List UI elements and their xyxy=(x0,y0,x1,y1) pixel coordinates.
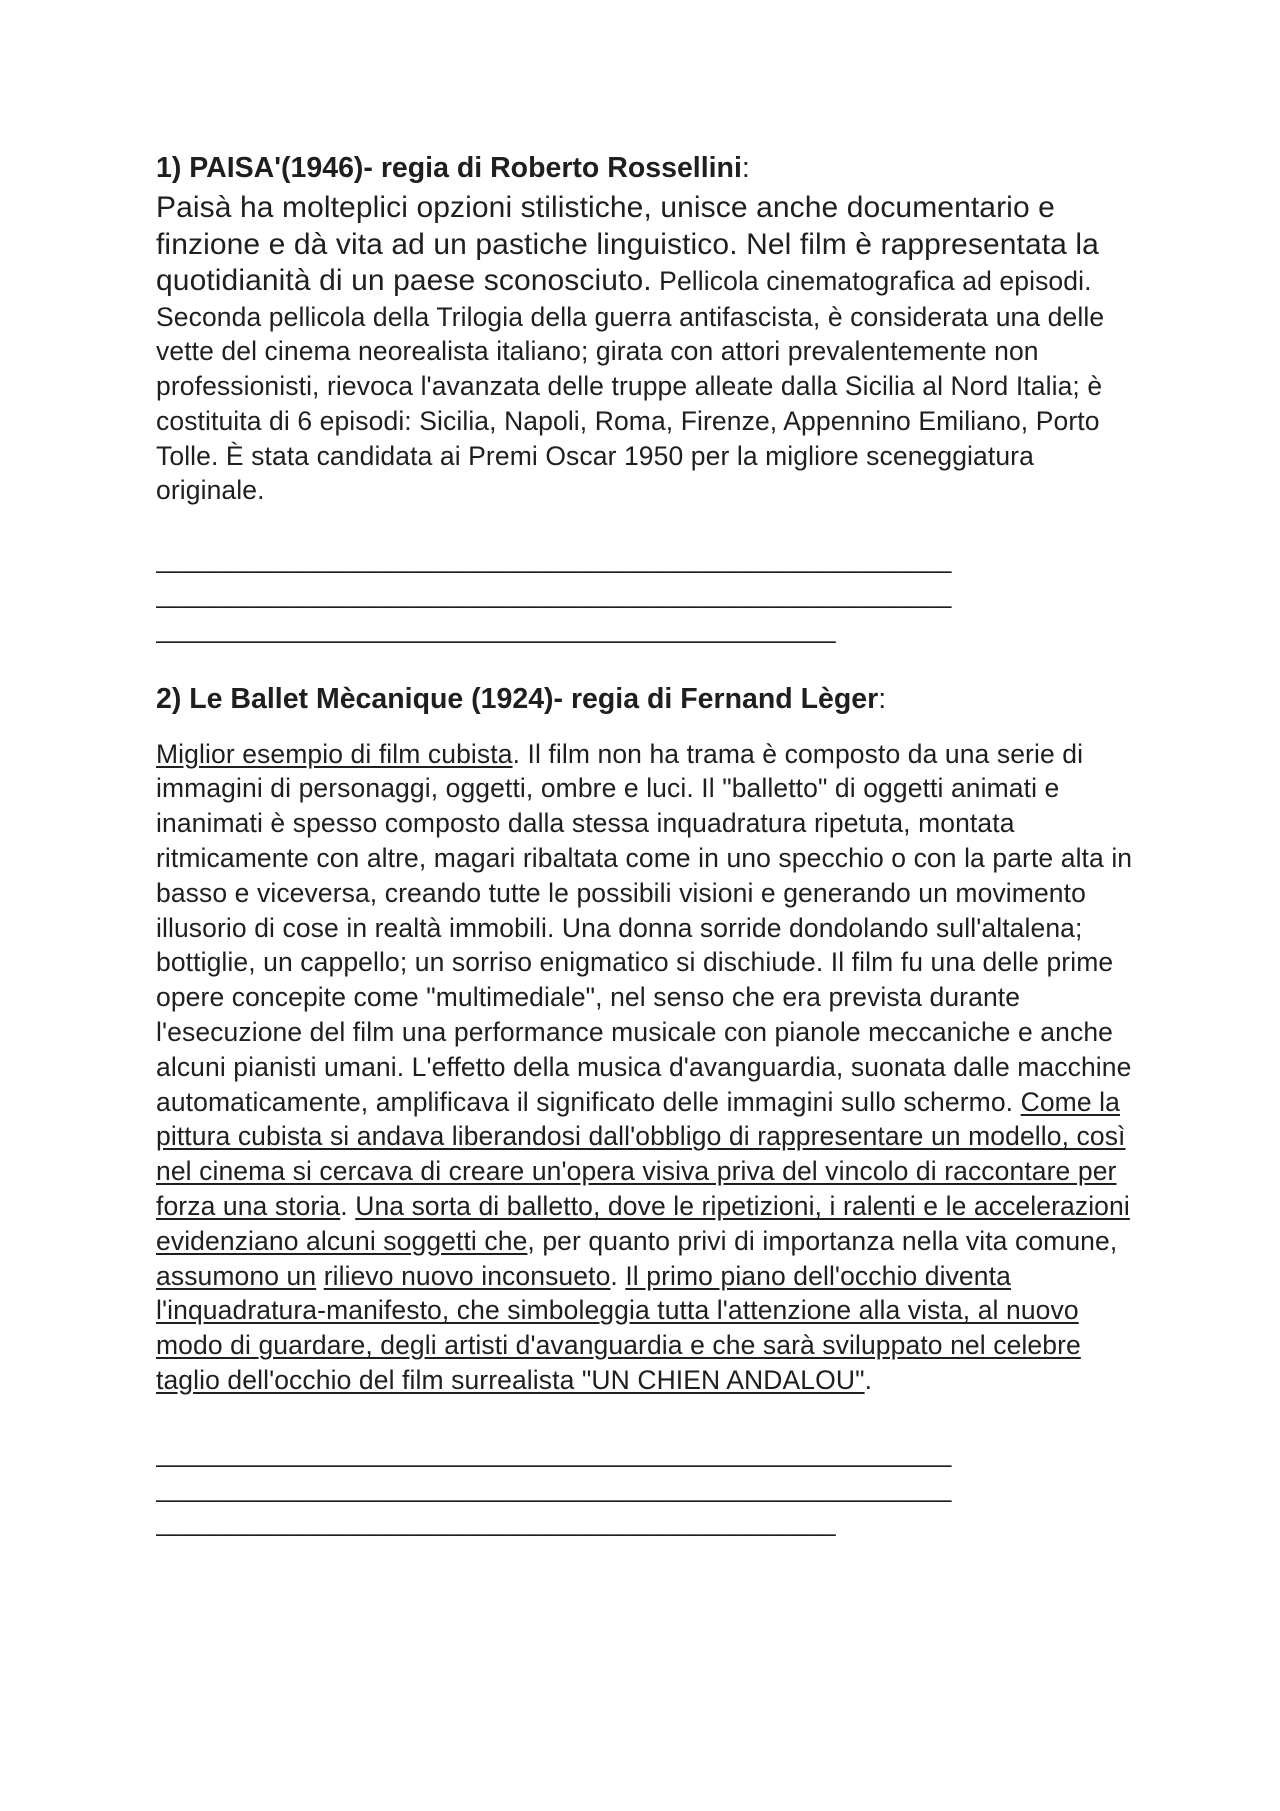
underlined-phrase: rilievo nuovo inconsueto xyxy=(323,1260,611,1291)
paragraph-text xyxy=(316,1261,323,1291)
answer-line: _______________________________________________ xyxy=(156,613,836,644)
paragraph-text: . xyxy=(340,1191,356,1222)
document-content xyxy=(156,150,1136,1540)
paragraph-text: . xyxy=(610,1260,626,1291)
section1-answer-lines xyxy=(156,542,1136,646)
paragraph-text: , per quanto privi di importanza nella vita comune, xyxy=(527,1225,1118,1256)
underlined-phrase: Miglior esempio di film cubista xyxy=(156,738,513,769)
section1-title-colon: : xyxy=(741,152,750,184)
section2-title: 2) Le Ballet Mècanique (1924)- regia di Fernand Lèger xyxy=(156,682,879,715)
section2-heading xyxy=(156,681,1136,717)
section1-lead-text: Paisà ha molteplici opzioni stilistiche, unisce anche documentario e finzione e dà vita ad un pastiche linguistico. Nel film è rappresentata la quotidianità di un paese sconosciuto. xyxy=(156,191,1099,297)
section1-body-text: Pellicola cinematografica ad episodi. Seconda pellicola della Trilogia della guerra antifascista, è considerata una delle vette del cinema neorealista italiano; girata con attori prevalentemente non professionisti, rievoca l'avanzata delle truppe alleate dalla Sicilia al Nord Italia; è costituita di 6 episodi: Sicilia, Napoli, Roma, Firenze, Appennino Emiliano, Porto Tolle. È stata candidata ai Premi Oscar 1950 per la migliore sceneggiatura originale. xyxy=(156,266,1105,506)
paragraph-text: . Il film non ha trama è composto da una serie di immagini di personaggi, oggetti, ombre e luci. Il "balletto" di oggetti animati e inanimati è spesso composto dalla stessa inquadratura ripetuta, montata ritmicamente con altre, magari ribaltata come in uno specchio o con la parte alta in basso e viceversa, creando tutte le possibili visioni e generando un movimento illusorio di cose in realtà immobili. Una donna sorride dondolando sull'altalena; bottiglie, un cappello; un sorriso enigmatico si dischiude. Il film fu una delle prime opere concepite come "multimediale", nel senso che era prevista durante l'esecuzione del film una performance musicale con pianole meccaniche e anche alcuni pianisti umani. L'effetto della musica d'avanguardia, suonata dalle macchine automaticamente, amplificava il significato delle immagini sullo schermo. xyxy=(156,738,1133,1117)
answer-line: _______________________________________________________ xyxy=(156,579,952,610)
section1-heading xyxy=(156,150,1136,186)
answer-line: _______________________________________________________ xyxy=(156,1437,952,1468)
section1-title: 1) PAISA'(1946)- regia di Roberto Rossellini xyxy=(156,152,742,184)
section2-title-colon: : xyxy=(878,682,887,715)
section1-paragraph xyxy=(156,190,1136,508)
section2-paragraph xyxy=(156,737,1136,1398)
answer-line: _______________________________________________________ xyxy=(156,544,952,575)
answer-line: _______________________________________________ xyxy=(156,1507,836,1538)
paragraph-text: . xyxy=(864,1365,873,1396)
underlined-phrase: Una sorta di balletto, dove le ripetizioni, i ralenti e le accelerazioni evidenziano alcuni soggetti che xyxy=(156,1191,1130,1256)
underlined-phrase: assumono un xyxy=(156,1260,317,1291)
section2-answer-lines xyxy=(156,1436,1136,1540)
answer-line: _______________________________________________________ xyxy=(156,1472,952,1503)
underlined-phrase: Il primo piano dell'occhio diventa l'inquadratura-manifesto, che simboleggia tutta l'attenzione alla vista, al nuovo modo di guardare, degli artisti d'avanguardia e che sarà sviluppato nel celebre taglio dell'occhio del film surrealista "UN CHIEN ANDALOU" xyxy=(156,1260,1081,1396)
underlined-phrase: Come la pittura cubista si andava liberandosi dall'obbligo di rappresentare un modello, così nel cinema si cercava di creare un'opera visiva priva del vincolo di raccontare per forza una storia xyxy=(156,1086,1126,1222)
